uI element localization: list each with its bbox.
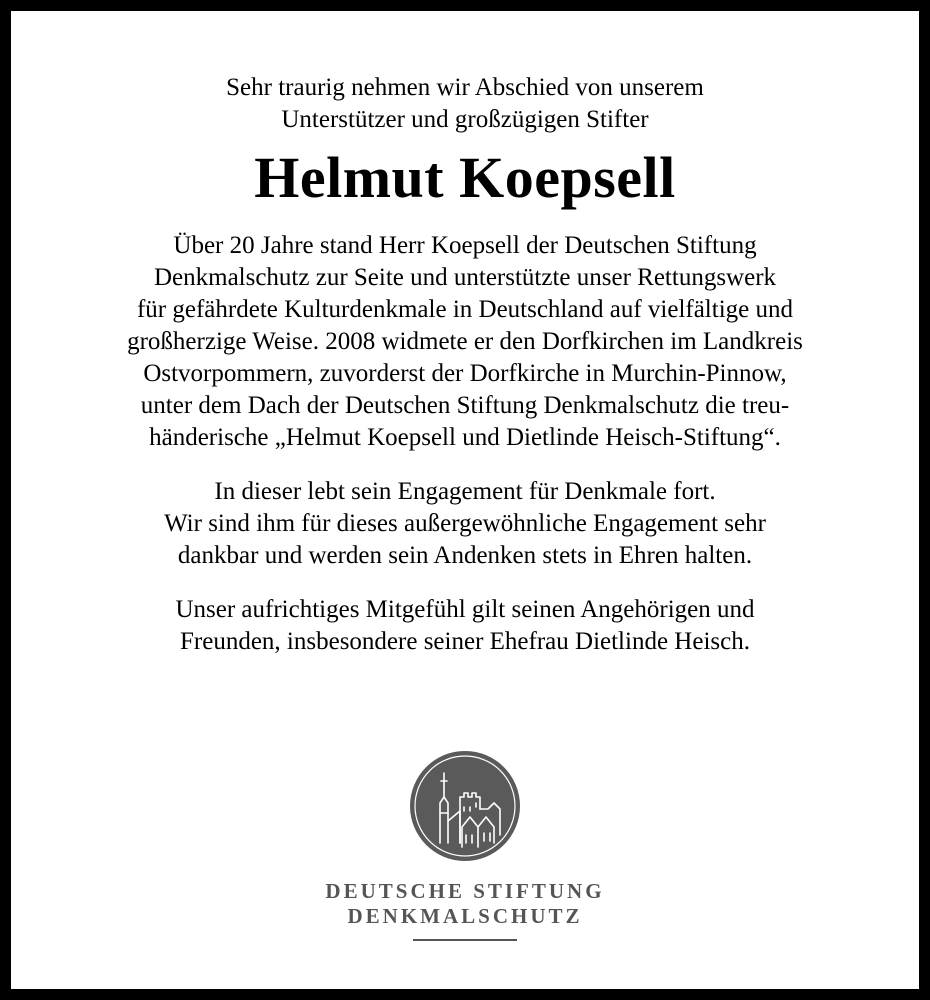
gratitude-line: In dieser lebt sein Engagement für Denkmale fort. bbox=[214, 478, 716, 505]
tribute-line: für gefährdete Kulturdenkmale in Deutschland auf vielfältige und bbox=[136, 296, 793, 323]
tribute-line: Denkmalschutz zur Seite und unterstützte unser Rettungswerk bbox=[153, 264, 777, 291]
foundation-name-line: DEUTSCHE STIFTUNG bbox=[325, 879, 605, 903]
foundation-name-line: DENKMALSCHUTZ bbox=[347, 904, 583, 928]
foundation-name bbox=[22, 879, 908, 929]
tribute-paragraph bbox=[22, 230, 908, 454]
gratitude-paragraph bbox=[22, 476, 908, 572]
tribute-line: Ostvorpommern, zuvorderst der Dorfkirche in Murchin-Pinnow, bbox=[143, 360, 787, 387]
church-town-emblem-icon bbox=[410, 751, 520, 861]
foundation-logo bbox=[22, 751, 908, 941]
tribute-line: großherzige Weise. 2008 widmete er den Dorfkirchen im Landkreis bbox=[127, 328, 803, 355]
gratitude-line: Wir sind ihm für dieses außergewöhnliche Engagement sehr bbox=[164, 510, 766, 537]
condolence-line: Unser aufrichtiges Mitgefühl gilt seinen Angehörigen und bbox=[175, 596, 755, 623]
logo-divider bbox=[413, 939, 517, 941]
notice-content bbox=[22, 22, 908, 978]
tribute-line: händerische „Helmut Koepsell und Dietlinde Heisch-Stiftung“. bbox=[149, 424, 781, 451]
intro-line: Sehr traurig nehmen wir Abschied von unserem bbox=[226, 74, 704, 101]
deceased-name: Helmut Koepsell bbox=[254, 145, 676, 210]
condolence-line: Freunden, insbesondere seiner Ehefrau Dietlinde Heisch. bbox=[180, 628, 750, 655]
condolence-paragraph bbox=[22, 594, 908, 658]
tribute-line: unter dem Dach der Deutschen Stiftung Denkmalschutz die treu- bbox=[140, 392, 790, 419]
intro-text bbox=[22, 22, 908, 136]
gratitude-line: dankbar und werden sein Andenken stets in Ehren halten. bbox=[177, 542, 753, 569]
intro-line: Unterstützer und großzügigen Stifter bbox=[281, 106, 649, 133]
tribute-line: Über 20 Jahre stand Herr Koepsell der Deutschen Stiftung bbox=[173, 232, 757, 259]
